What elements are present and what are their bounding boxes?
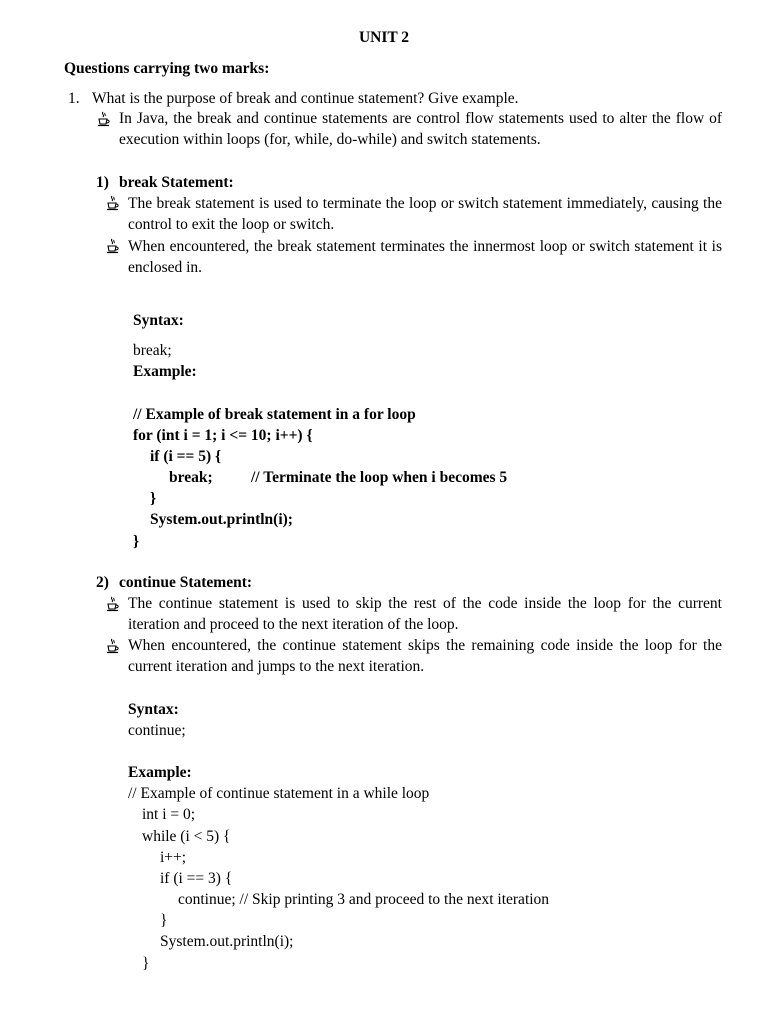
continue-code-line: } — [160, 912, 168, 929]
break-code-line: System.out.println(i); — [150, 511, 293, 528]
break-code-line: } — [150, 490, 157, 507]
page-title: UNIT 2 — [358, 29, 410, 46]
break-section-heading: break Statement: — [119, 174, 234, 191]
continue-code-line: // Example of continue statement in a while loop — [128, 785, 430, 802]
java-coffee-cup-icon — [106, 596, 120, 612]
break-syntax: break; — [133, 342, 172, 359]
java-coffee-cup-icon — [106, 238, 120, 254]
continue-code-line: continue; // Skip printing 3 and proceed to the next iteration — [178, 891, 550, 908]
section-heading: Questions carrying two marks: — [64, 60, 270, 77]
break-code-line: for (int i = 1; i <= 10; i++) { — [133, 427, 313, 444]
continue-code-line: } — [142, 955, 150, 972]
break-example-label: Example: — [133, 363, 197, 380]
break-syntax-label: Syntax: — [133, 312, 184, 329]
break-code-line: } — [133, 533, 140, 550]
continue-syntax: continue; — [128, 722, 186, 739]
continue-bullet-2: When encountered, the continue statement skips the remaining code inside the loop for the current iteration and jumps to the next iteration. — [128, 637, 722, 675]
continue-code-line: if (i == 3) { — [160, 870, 233, 887]
break-bullet-1: The break statement is used to terminate the loop or switch statement immediately, causing the control to exit the loop or switch. — [128, 195, 722, 233]
break-code-line: break; — [169, 469, 213, 486]
java-coffee-cup-icon — [106, 195, 120, 211]
continue-section-heading: continue Statement: — [119, 574, 253, 591]
continue-code-line: System.out.println(i); — [160, 933, 294, 950]
break-code-comment: // Terminate the loop when i becomes 5 — [251, 469, 508, 486]
continue-code-line: i++; — [160, 849, 187, 866]
continue-example-label: Example: — [128, 764, 192, 781]
continue-bullet-1: The continue statement is used to skip the rest of the code inside the loop for the current iteration and proceed to the next iteration of the loop. — [128, 595, 722, 633]
continue-code-line: while (i < 5) { — [142, 828, 231, 845]
question-text: What is the purpose of break and continue statement? Give example. — [92, 90, 519, 107]
break-code-line: // Example of break statement in a for loop — [133, 406, 416, 423]
break-bullet-2: When encountered, the break statement terminates the innermost loop or switch statement it is enclosed in. — [128, 238, 722, 276]
break-section-number: 1) — [96, 174, 109, 191]
continue-syntax-label: Syntax: — [128, 701, 179, 718]
continue-code-line: int i = 0; — [142, 806, 196, 823]
java-coffee-cup-icon — [97, 111, 111, 127]
question-intro: In Java, the break and continue statements are control flow statements used to alter the flow of execution within loops (for, while, do-while) and switch statements. — [119, 110, 722, 148]
question-number: 1. — [68, 90, 80, 107]
java-coffee-cup-icon — [106, 638, 120, 654]
continue-section-number: 2) — [96, 574, 109, 591]
break-code-line: if (i == 5) { — [150, 448, 222, 465]
